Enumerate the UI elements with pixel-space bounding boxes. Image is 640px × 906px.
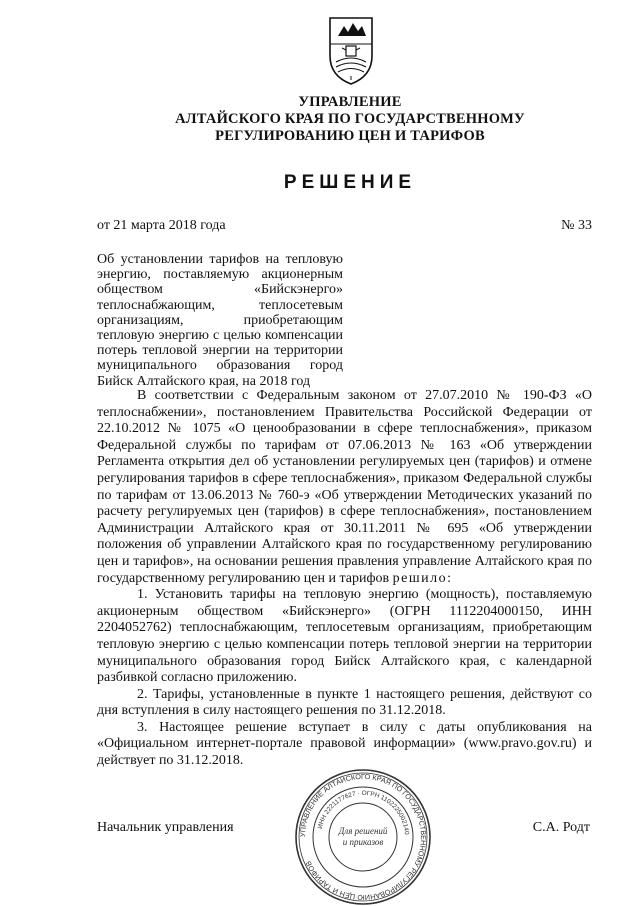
preamble-text: В соответствии с Федеральным законом от 27.07.2010 № 190-ФЗ «О теплоснабжении», постановлением Правительства Российской Федерации от 22.10.2012 № 1075 «О ценообразовании в сфере теплоснабжения», приказом Федеральной службы по тарифам от 07.06.2013 № 163 «Об утверждении Регламента открытия дел об установлении регулируемых цен (тарифов) и отмене регулирования тарифов в сфере теплоснабжения», приказом Федеральной службы по тарифам от 13.06.2013 № 760-э «Об утверждении Методических указаний по расчету регулируемых цен (тарифов) в сфере теплоснабжения», постановлением Администрации Алтайского края от 30.11.2011 № 695 «Об утверждении положения об управлении Алтайского края по государственному регулированию цен и тарифов», на основании решения правления управление Алтайского края по государственному регулированию цен и тарифов: [97, 388, 592, 586]
decided-word: решило: [392, 570, 448, 586]
item-1-paragraph: 1. Установить тарифы на тепловую энергию (мощность), поставляемую акционерным обществом «Бийскэнерго» (ОГРН 1112204000150, ИНН 2204052762) теплоснабжающим, теплосетевым организациям, приобретающим тепловую энергию с целью компенсации потерь тепловой энергии на территории муниципального образования город Бийск Алтайского края, с календарной разбивкой согласно приложению.: [97, 587, 592, 686]
item-3-paragraph: 3. Настоящее решение вступает в силу с даты опубликования на «Официальном интернет-портале правовой информации» (www.pravo.gov.ru) и действует по 31.12.2018.: [97, 719, 592, 769]
official-stamp: [294, 768, 432, 906]
organization-header: [130, 94, 570, 145]
preamble-paragraph: [97, 388, 592, 587]
item-2-paragraph: 2. Тарифы, установленные в пункте 1 настоящего решения, действуют со дня вступления в силу настоящего решения по 31.12.2018.: [97, 686, 592, 719]
signatory-position: Начальник управления: [97, 820, 234, 835]
stamp-ring-text: УПРАВЛЕНИЕ АЛТАЙСКОГО КРАЯ ПО ГОСУДАРСТВЕННОМУ РЕГУЛИРОВАНИЮ ЦЕН И ТАРИФОВ: [297, 771, 429, 903]
coat-of-arms-emblem: [326, 14, 376, 88]
org-line-1: УПРАВЛЕНИЕ: [298, 94, 402, 110]
stamp-center-line-2: и приказов: [342, 837, 384, 847]
document-body: [97, 388, 592, 770]
decided-colon: :: [447, 570, 452, 586]
org-line-3: РЕГУЛИРОВАНИЮ ЦЕН И ТАРИФОВ: [215, 128, 485, 144]
signatory-name: С.А. Родт: [532, 820, 590, 835]
org-line-2: АЛТАЙСКОГО КРАЯ ПО ГОСУДАРСТВЕННОМУ: [175, 111, 525, 127]
document-subject: Об установлении тарифов на тепловую энергию, поставляемую акционерным обществом «Бийскэнерго» теплоснабжающим, теплосетевым организациям, приобретающим тепловую энергию с целью компенсации потерь тепловой энергии на территории муниципального образования город Бийск Алтайского края, на 2018 год: [97, 252, 343, 389]
document-number: № 33: [561, 218, 592, 233]
document-date: от 21 марта 2018 года: [97, 218, 226, 233]
document-title: РЕШЕНИЕ: [283, 172, 417, 193]
stamp-center-line-1: Для решений: [338, 826, 388, 836]
stamp-inn-text: ИНН 2221177627 · ОГРН 1102225002140: [316, 789, 410, 835]
